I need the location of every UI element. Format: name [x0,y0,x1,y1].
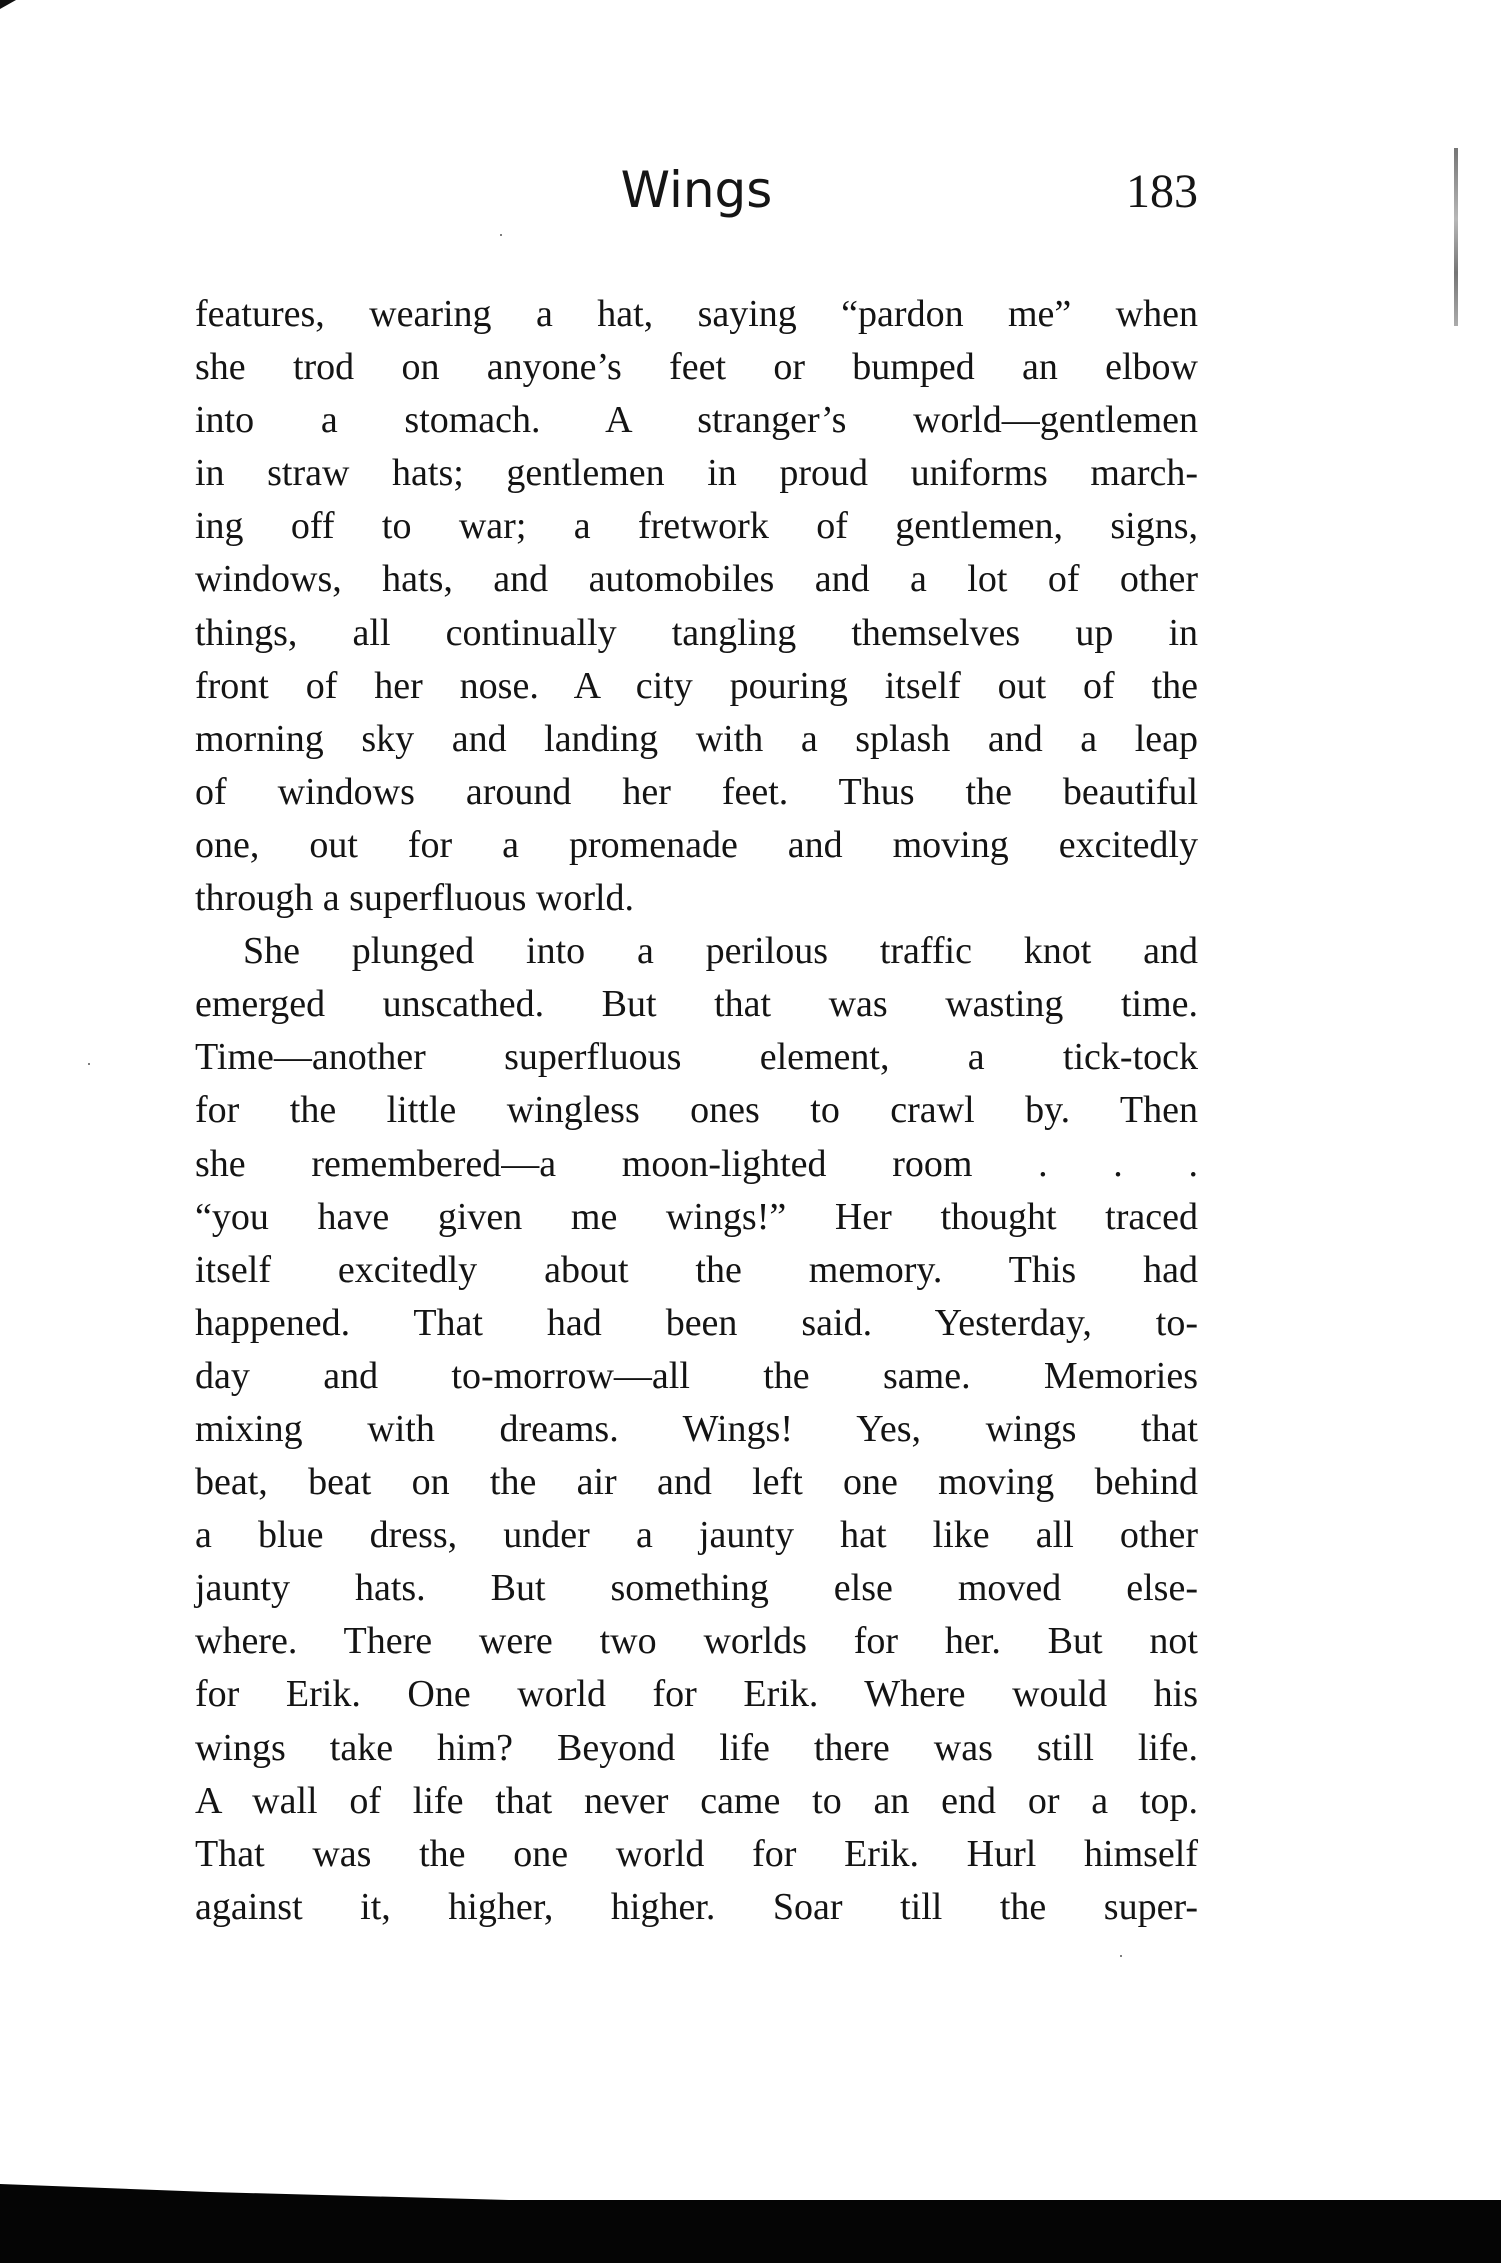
text-line: one, out for a promenade and moving excitedly [195,823,1198,866]
text-line: of windows around her feet. Thus the beautiful [195,770,1198,813]
text-line: That was the one world for Erik. Hurl himself [195,1832,1198,1875]
text-line: she trod on anyone’s feet or bumped an elbow [195,346,1198,389]
text-line: Time—another superfluous element, a tick-tock [195,1036,1198,1079]
text-line: mixing with dreams. Wings! Yes, wings that [195,1407,1198,1450]
text-line: things, all continually tangling themselves up in [195,611,1198,654]
text-line: morning sky and landing with a splash and a leap [195,717,1198,760]
text-line: wings take him? Beyond life there was still life. [195,1726,1198,1769]
body-text [195,288,1198,1934]
text-line: windows, hats, and automobiles and a lot of other [195,558,1198,601]
text-line: features, wearing a hat, saying “pardon me” when [195,293,1198,335]
scan-bottom-edge [0,2162,1501,2263]
text-line: She plunged into a perilous traffic knot and [243,930,1198,973]
text-line: A wall of life that never came to an end or a top. [195,1779,1198,1822]
text-line: emerged unscathed. But that was wasting time. [195,983,1198,1026]
scan-speck [500,234,502,236]
scan-speck [1120,1955,1122,1957]
text-line: through a superfluous world. [195,877,635,920]
paragraph-2 [195,925,1198,1934]
text-line: against it, higher, higher. Soar till the super- [195,1885,1198,1928]
scan-speck [88,1063,90,1065]
scan-corner-mark [0,0,16,9]
paragraph-1 [195,288,1198,925]
running-header [195,150,1198,230]
text-line: ing off to war; a fretwork of gentlemen, signs, [195,505,1198,548]
text-line: she remembered—a moon-lighted room . . . [195,1142,1198,1185]
text-line: itself excitedly about the memory. This had [195,1248,1198,1291]
text-line: a blue dress, under a jaunty hat like all other [195,1514,1198,1557]
text-line: into a stomach. A stranger’s world—gentlemen [195,399,1198,442]
page-number: 183 [1126,165,1198,218]
text-line: front of her nose. A city pouring itself out of the [195,664,1198,707]
text-line: beat, beat on the air and left one moving behind [195,1461,1198,1504]
text-line: “you have given me wings!” Her thought traced [195,1195,1198,1238]
running-title: Wings [620,161,773,219]
text-line: happened. That had been said. Yesterday, to- [195,1301,1198,1344]
scan-edge-mark [1454,148,1458,326]
text-line: jaunty hats. But something else moved else- [195,1567,1198,1610]
text-line: where. There were two worlds for her. But not [195,1620,1198,1663]
text-line: for the little wingless ones to crawl by. Then [195,1089,1198,1132]
text-line: day and to-morrow—all the same. Memories [195,1354,1198,1397]
text-line: in straw hats; gentlemen in proud uniforms march- [195,452,1198,495]
text-line: for Erik. One world for Erik. Where would his [195,1673,1198,1716]
